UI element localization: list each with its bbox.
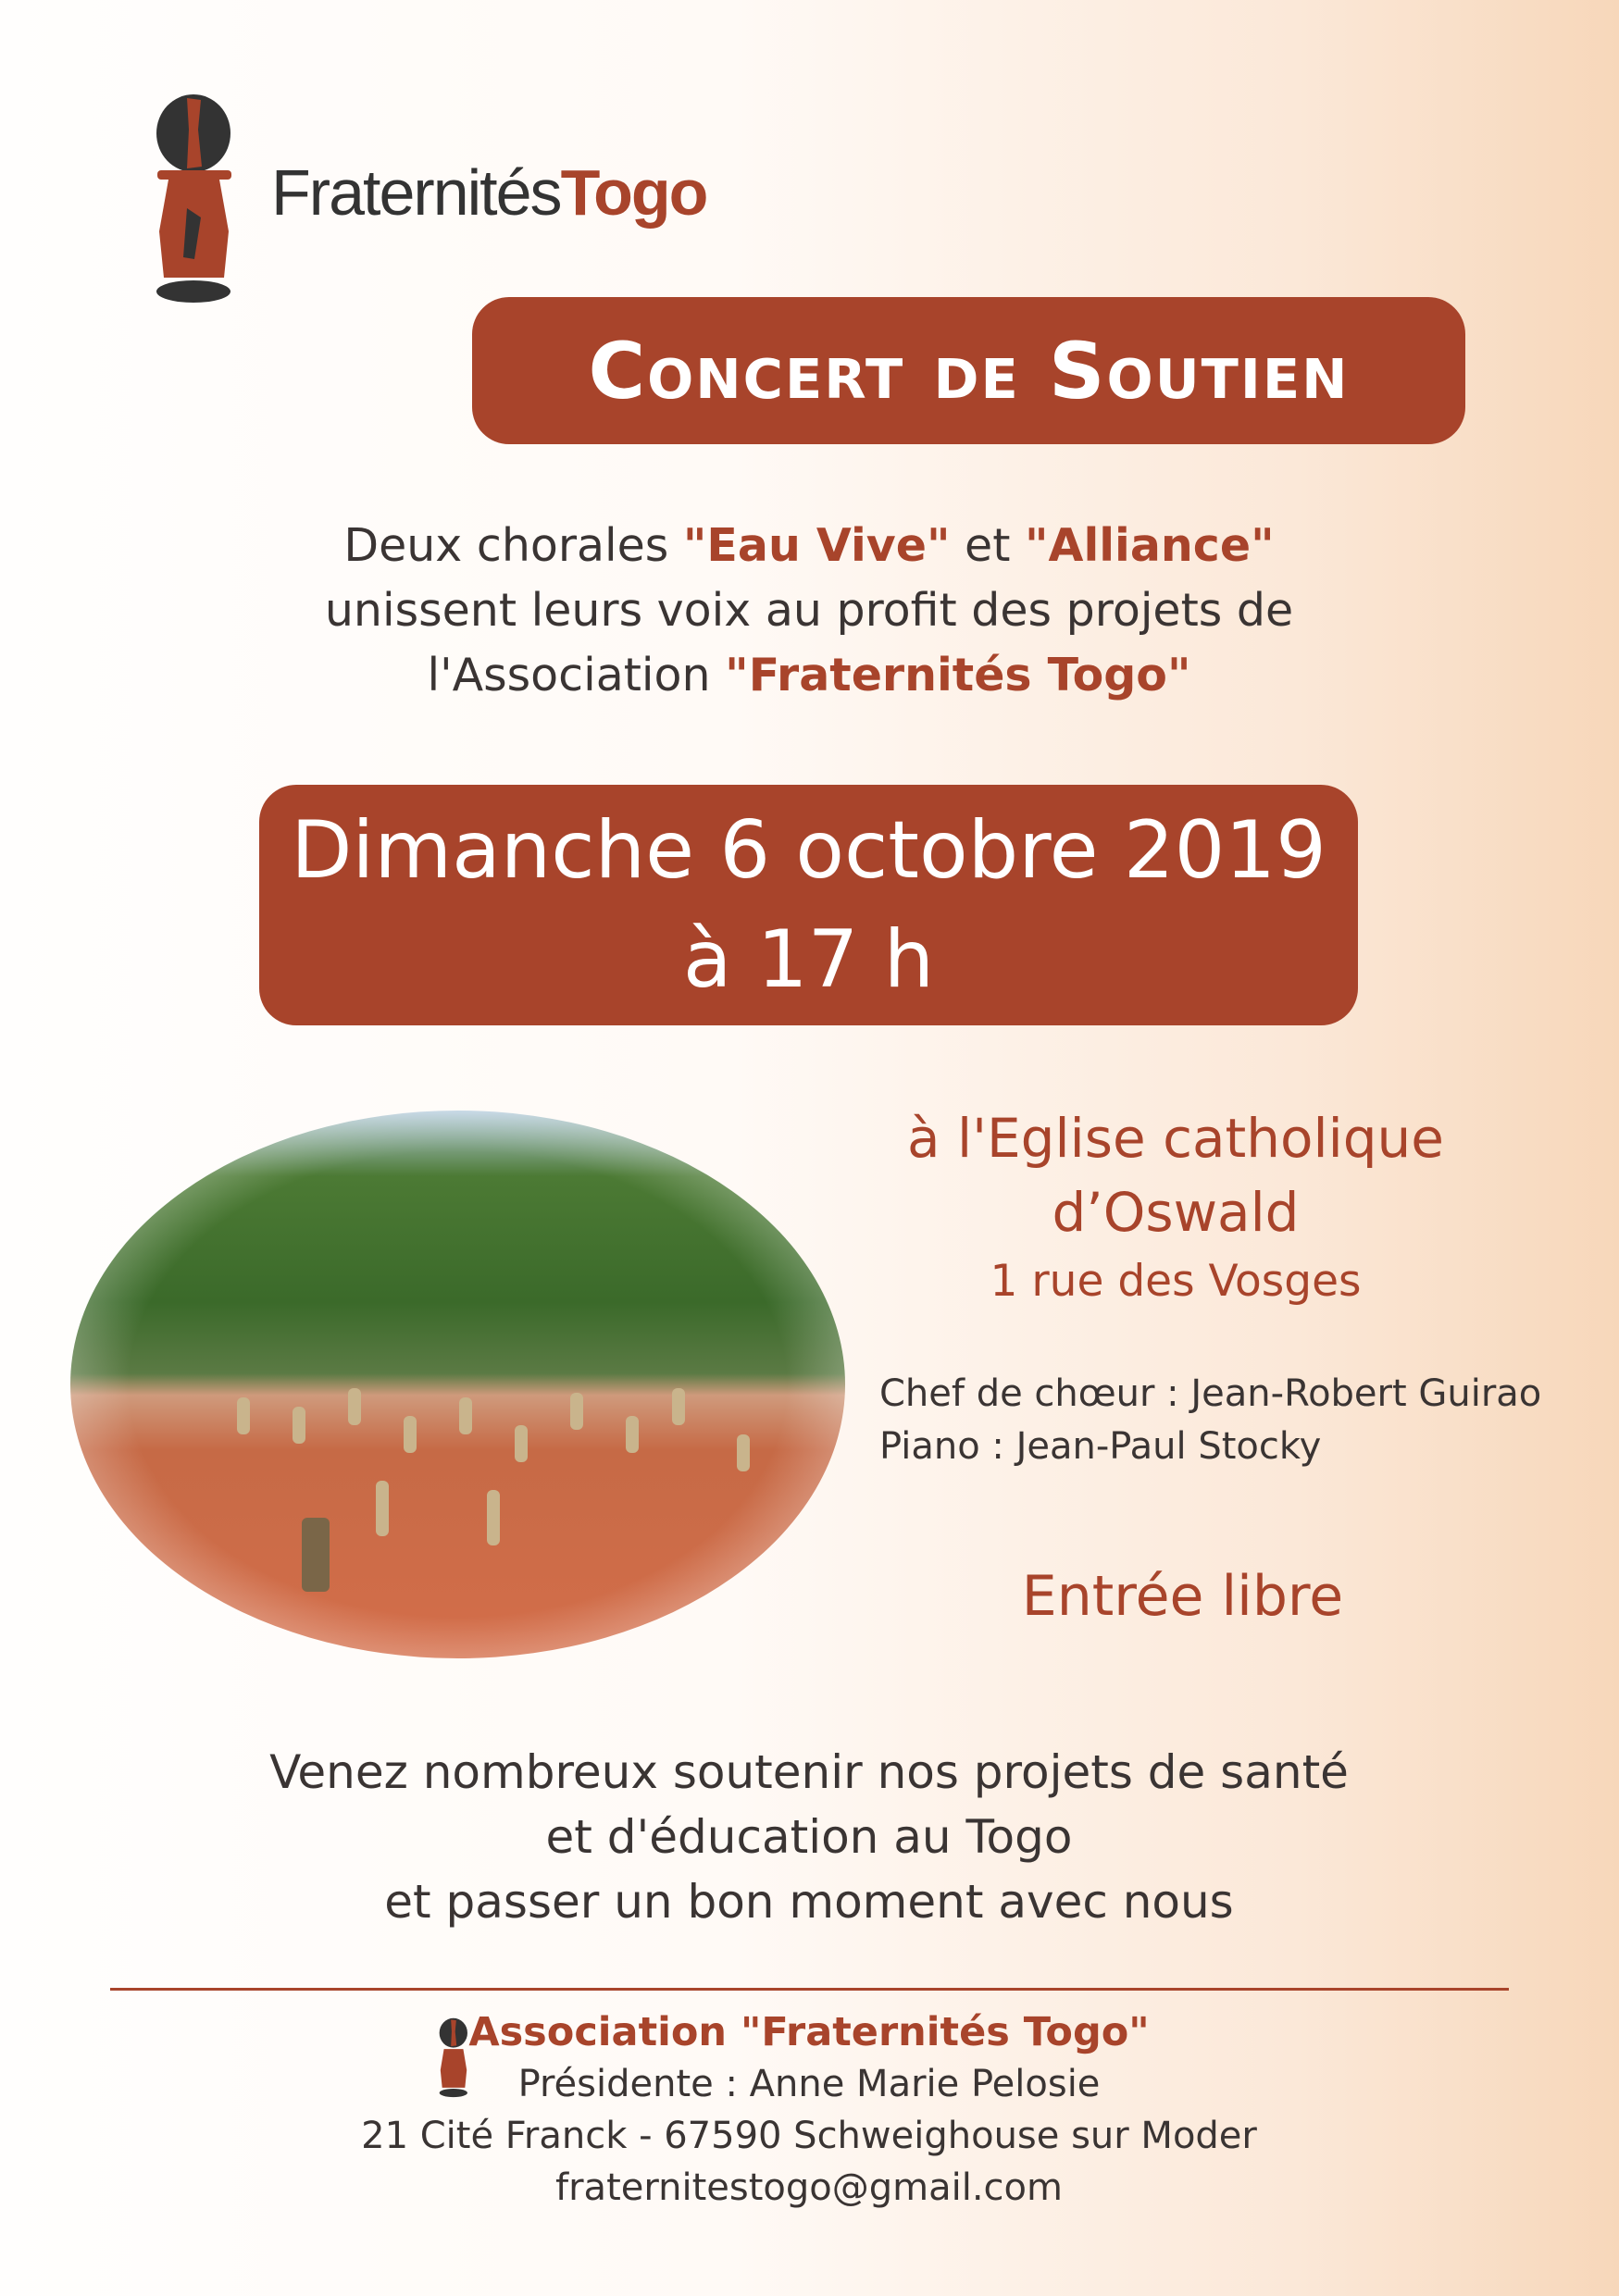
event-time: à 17 h	[682, 913, 935, 1006]
footer-contact: Association "Fraternités Togo" Présidente : Anne Marie Pelosie 21 Cité Franck - 67590 Schweighouse sur Moder fraternitestogo@gmail.com	[346, 2006, 1272, 2214]
email-link[interactable]: fraternitestogo@gmail.com	[555, 2166, 1063, 2209]
brand-logo-text: FraternitésTogo	[271, 156, 707, 229]
choir-eau-vive: "Eau Vive"	[682, 519, 951, 572]
intro-text: Deux chorales "Eau Vive" et "Alliance" unissent leurs voix au profit des projets de l'Association "Fraternités Togo"	[324, 519, 1294, 701]
statuette-icon	[150, 93, 238, 307]
concert-title-banner	[472, 297, 1465, 444]
footer-divider	[110, 1988, 1509, 1991]
call-to-action: Venez nombreux soutenir nos projets de santé et d'éducation au Togo et passer un bon moment avec nous	[269, 1745, 1349, 1929]
event-date: Dimanche 6 octobre 2019	[291, 804, 1326, 897]
entry-info: Entrée libre	[1021, 1564, 1344, 1629]
venue: à l'Eglise catholique d’Oswald 1 rue des Vosges	[907, 1107, 1444, 1307]
date-box	[259, 785, 1358, 1025]
choir-alliance: "Alliance"	[1025, 519, 1275, 572]
credits: Chef de chœur : Jean-Robert Guirao Piano : Jean-Paul Stocky	[879, 1372, 1542, 1468]
children-schoolyard-photo	[70, 1111, 845, 1658]
concert-title: Concert de Soutien	[588, 325, 1350, 416]
